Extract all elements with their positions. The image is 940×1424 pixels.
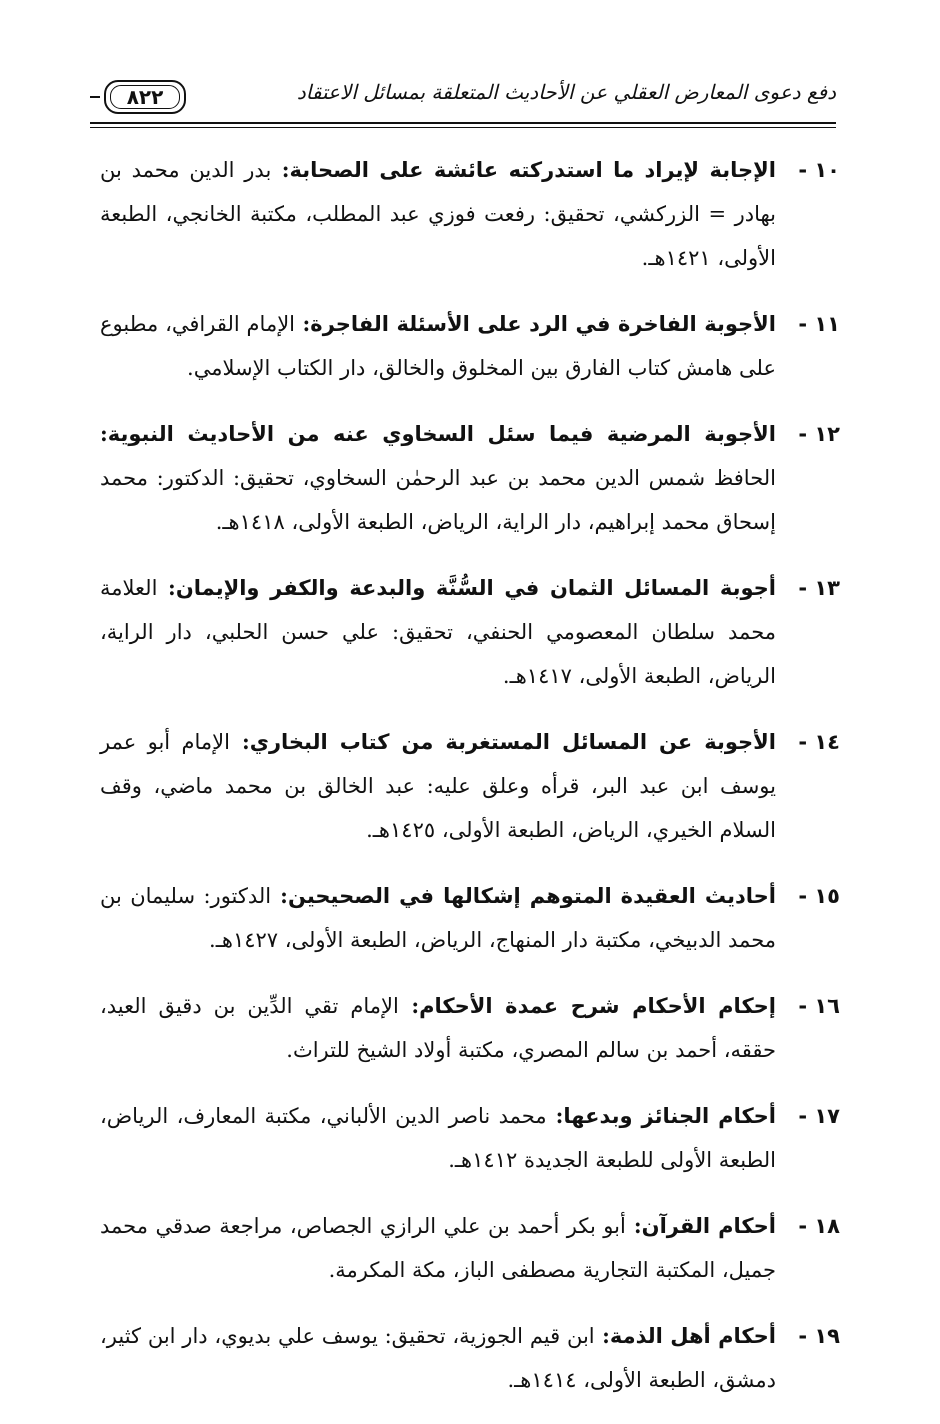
bibliography-entry <box>100 566 840 698</box>
page-header <box>90 70 836 122</box>
entry-body: بدر الدين محمد بن بهادر = الزركشي، تحقيق: رفعت فوزي عبد المطلب، مكتبة الخانجي، الطبعة الأولى، ١٤٢١هـ. <box>100 158 776 270</box>
entry-text: الأجوبة الفاخرة في الرد على الأسئلة الفاجرة: الإمام القرافي، مطبوع على هامش كتاب الفارق بين المخلوق والخالق، دار الكتاب الإسلامي. <box>100 311 776 380</box>
entry-text: الأجوبة المرضية فيما سئل السخاوي عنه من الأحاديث النبوية: الحافظ شمس الدين محمد بن عبد الرحمٰن السخاوي، تحقيق: الدكتور: محمد إسحاق محمد إبراهيم، دار الراية، الرياض، الطبعة الأولى، ١٤١٨هـ. <box>100 421 776 534</box>
entry-number: ١٠ - <box>798 158 840 182</box>
header-dash <box>90 96 100 98</box>
bibliography-entry <box>100 1204 840 1292</box>
entry-title: أحكام الجنائز وبدعها <box>563 1104 776 1128</box>
bibliography-list <box>100 148 840 1424</box>
entry-number: ١٦ - <box>798 994 840 1018</box>
entry-title: إحكام الأحكام شرح عمدة الأحكام <box>419 994 776 1018</box>
entry-body: الإمام القرافي، مطبوع على هامش كتاب الفارق بين المخلوق والخالق، دار الكتاب الإسلامي. <box>100 312 776 380</box>
entry-title: أحاديث العقيدة المتوهم إشكالها في الصحيحين <box>287 884 776 908</box>
entry-title: الأجوبة المرضية فيما سئل السخاوي عنه من الأحاديث النبوية <box>107 422 776 446</box>
entry-body: الإمام تقي الدِّين بن دقيق العيد، حققه، أحمد بن سالم المصري، مكتبة أولاد الشيخ للتراث. <box>100 994 776 1062</box>
entry-title: أحكام أهل الذمة <box>609 1324 776 1348</box>
entry-text: الأجوبة عن المسائل المستغربة من كتاب البخاري: الإمام أبو عمر يوسف ابن عبد البر، قرأه وعلق عليه: عبد الخالق بن محمد ماضي، وقف السلام الخيري، الرياض، الطبعة الأولى، ١٤٢٥هـ. <box>100 729 776 842</box>
entry-text: إحكام الأحكام شرح عمدة الأحكام: الإمام تقي الدِّين بن دقيق العيد، حققه، أحمد بن سالم المصري، مكتبة أولاد الشيخ للتراث. <box>100 993 776 1062</box>
entry-number: ١٢ - <box>798 422 840 446</box>
entry-number: ١٤ - <box>798 730 840 754</box>
entry-body: الدكتور: سليمان بن محمد الدبيخي، مكتبة دار المنهاج، الرياض، الطبعة الأولى، ١٤٢٧هـ. <box>100 884 776 952</box>
bibliography-entry <box>100 1314 840 1402</box>
entry-title: أحكام القرآن <box>641 1214 776 1238</box>
running-title: دفع دعوى المعارض العقلي عن الأحاديث المتعلقة بمسائل الاعتقاد <box>296 80 836 104</box>
bibliography-entry <box>100 720 840 852</box>
entry-title: أجوبة المسائل الثمان في السُّنَّة والبدعة والكفر والإيمان <box>175 576 776 600</box>
header-rule-thick <box>90 122 836 124</box>
entry-title: الأجوبة عن المسائل المستغربة من كتاب البخاري <box>249 730 776 754</box>
entry-text: الإجابة لإيراد ما استدركته عائشة على الصحابة: بدر الدين محمد بن بهادر = الزركشي، تحقيق: رفعت فوزي عبد المطلب، مكتبة الخانجي، الطبعة الأولى، ١٤٢١هـ. <box>100 157 776 270</box>
entry-number: ١٥ - <box>798 884 840 908</box>
entry-body: العلامة محمد سلطان المعصومي الحنفي، تحقيق: علي حسن الحلبي، دار الراية، الرياض، الطبعة الأولى، ١٤١٧هـ. <box>100 576 777 688</box>
entry-body: الحافظ شمس الدين محمد بن عبد الرحمٰن السخاوي، تحقيق: الدكتور: محمد إسحاق محمد إبراهيم، دار الراية، الرياض، الطبعة الأولى، ١٤١٨هـ. <box>100 466 776 534</box>
entry-body: ابن قيم الجوزية، تحقيق: يوسف علي بديوي، دار ابن كثير، دمشق، الطبعة الأولى، ١٤١٤هـ. <box>100 1324 776 1392</box>
entry-body: أبو بكر أحمد بن علي الرازي الجصاص، مراجعة صدقي محمد جميل، المكتبة التجارية مصطفى الباز، مكة المكرمة. <box>100 1214 776 1282</box>
entry-title: الإجابة لإيراد ما استدركته عائشة على الصحابة <box>289 158 776 182</box>
entry-body: محمد ناصر الدين الألباني، مكتبة المعارف، الرياض، الطبعة الأولى للطبعة الجديدة ١٤١٢هـ. <box>100 1104 776 1172</box>
bibliography-entry <box>100 984 840 1072</box>
bibliography-entry <box>100 302 840 390</box>
entry-text: أحاديث العقيدة المتوهم إشكالها في الصحيحين: الدكتور: سليمان بن محمد الدبيخي، مكتبة دار المنهاج، الرياض، الطبعة الأولى، ١٤٢٧هـ. <box>100 883 776 952</box>
entry-number: ١٧ - <box>798 1104 840 1128</box>
bibliography-entry <box>100 148 840 280</box>
entry-number: ١١ - <box>798 312 840 336</box>
entry-number: ١٩ - <box>798 1324 840 1348</box>
entry-text: أجوبة المسائل الثمان في السُّنَّة والبدعة والكفر والإيمان: العلامة محمد سلطان المعصومي الحنفي، تحقيق: علي حسن الحلبي، دار الراية، الرياض، الطبعة الأولى، ١٤١٧هـ. <box>100 575 777 688</box>
entry-text: أحكام القرآن: أبو بكر أحمد بن علي الرازي الجصاص، مراجعة صدقي محمد جميل، المكتبة التجارية مصطفى الباز، مكة المكرمة. <box>100 1213 776 1282</box>
header-rule-thin <box>90 127 836 128</box>
entry-body: الإمام أبو عمر يوسف ابن عبد البر، قرأه وعلق عليه: عبد الخالق بن محمد ماضي، وقف السلام الخيري، الرياض، الطبعة الأولى، ١٤٢٥هـ. <box>100 730 776 842</box>
entry-number: ١٣ - <box>798 576 840 600</box>
entry-title: الأجوبة الفاخرة في الرد على الأسئلة الفاجرة <box>310 312 776 336</box>
entry-number: ١٨ - <box>798 1214 840 1238</box>
bibliography-entry <box>100 412 840 544</box>
entry-text: أحكام الجنائز وبدعها: محمد ناصر الدين الألباني، مكتبة المعارف، الرياض، الطبعة الأولى للطبعة الجديدة ١٤١٢هـ. <box>100 1103 776 1172</box>
bibliography-entry <box>100 874 840 962</box>
entry-text: أحكام أهل الذمة: ابن قيم الجوزية، تحقيق: يوسف علي بديوي، دار ابن كثير، دمشق، الطبعة الأولى، ١٤١٤هـ. <box>100 1323 776 1392</box>
page-number: ٨٢٢ <box>104 80 186 114</box>
bibliography-entry <box>100 1094 840 1182</box>
